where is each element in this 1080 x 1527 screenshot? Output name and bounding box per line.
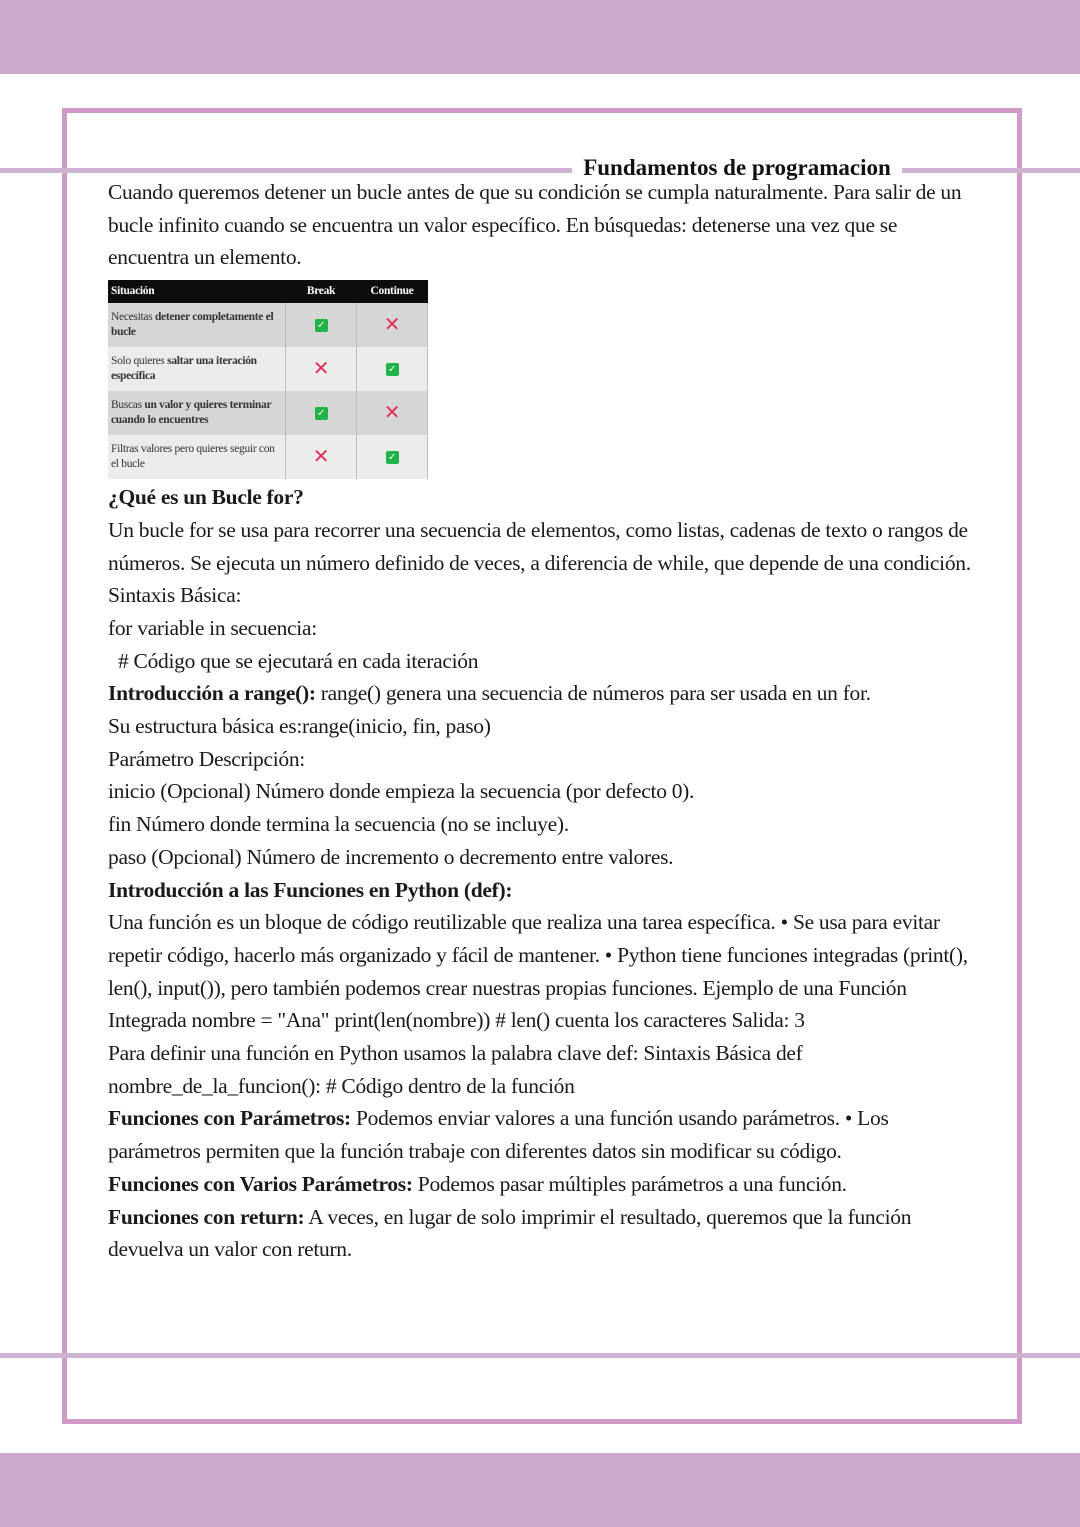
range-structure: Su estructura básica es:range(inicio, fin, paso) [108, 714, 491, 739]
document-body [108, 176, 978, 1266]
break-cell [286, 347, 357, 391]
break-cell [286, 303, 357, 347]
param-inicio: inicio (Opcional) Número donde empieza la secuencia (por defecto 0). [108, 779, 695, 804]
intro-paragraph: Cuando queremos detener un bucle antes de que su condición se cumpla naturalmente. Para salir de un bucle infinito cuando se encuentra un valor específico. En búsquedas: detenerse una vez que se encuentra un elemento. [108, 180, 962, 270]
cross-icon: ✕ [312, 356, 330, 381]
header-rule [0, 168, 1080, 173]
continue-cell [357, 391, 428, 435]
def-paragraph: Para definir una función en Python usamos la palabra clave def: Sintaxis Básica def nombre_de_la_funcion(): # Código dentro de la función [108, 1041, 803, 1098]
situation-cell: Solo quieres saltar una iteración específica [108, 347, 286, 391]
functions-paragraph: Una función es un bloque de código reutilizable que realiza una tarea específica. • Se usa para evitar repetir código, hacerlo más organizado y fácil de mantener. • Python tiene funciones integradas (print(), len(), input()), pero también podemos crear nuestras propias funciones. Ejemplo de una Función Integrada nombre = "Ana" print(len(nombre)) # len() cuenta los caracteres Salida: 3 [108, 910, 968, 1033]
header-break: Break [286, 280, 357, 303]
table-body [108, 303, 428, 479]
cross-icon: ✕ [312, 444, 330, 469]
param-fin: fin Número donde termina la secuencia (no se incluye). [108, 812, 569, 837]
header-situacion: Situación [108, 280, 286, 303]
check-icon: ✓ [315, 407, 328, 420]
continue-cell [357, 347, 428, 391]
situation-cell: Filtras valores pero quieres seguir con el bucle [108, 435, 286, 479]
range-intro: Introducción a range(): range() genera una secuencia de números para ser usada en un for. [108, 681, 871, 706]
table-row [108, 347, 428, 391]
situation-cell: Buscas un valor y quieres terminar cuando lo encuentres [108, 391, 286, 435]
continue-cell [357, 303, 428, 347]
param-paso: paso (Opcional) Número de incremento o decremento entre valores. [108, 844, 674, 869]
params-label: Parámetro Descripción: [108, 746, 305, 771]
syntax-label: Sintaxis Básica: [108, 583, 242, 608]
check-icon: ✓ [386, 363, 399, 376]
situation-cell: Necesitas detener completamente el bucle [108, 303, 286, 347]
table-row [108, 303, 428, 347]
check-icon: ✓ [315, 319, 328, 332]
cross-icon: ✕ [383, 312, 401, 337]
code-line-2: # Código que se ejecutará en cada iteración [118, 648, 479, 673]
break-cell [286, 391, 357, 435]
return-paragraph: Funciones con return: A veces, en lugar de solo imprimir el resultado, queremos que la función devuelva un valor con return. [108, 1204, 912, 1262]
table-row [108, 435, 428, 479]
footer-rule [0, 1353, 1080, 1358]
params-paragraph: Funciones con Parámetros: Podemos enviar valores a una función usando parámetros. • Los parámetros permiten que la función trabaje con diferentes datos sin modificar su código. [108, 1106, 889, 1164]
break-continue-table [108, 280, 428, 479]
comparison-table [108, 280, 428, 479]
code-line-1: for variable in secuencia: [108, 615, 317, 640]
table-header-row [108, 280, 428, 303]
check-icon: ✓ [386, 451, 399, 464]
range-heading: Introducción a range(): [108, 681, 316, 706]
multi-params-paragraph: Funciones con Varios Parámetros: Podemos pasar múltiples parámetros a una función. [108, 1171, 847, 1196]
for-heading: ¿Qué es un Bucle for? [108, 485, 304, 510]
header-continue: Continue [357, 280, 428, 303]
page-title: Fundamentos de programacion [572, 150, 902, 186]
functions-heading: Introducción a las Funciones en Python (def): [108, 877, 513, 902]
break-cell [286, 435, 357, 479]
for-paragraph: Un bucle for se usa para recorrer una secuencia de elementos, como listas, cadenas de texto o rangos de números. Se ejecuta un número definido de veces, a diferencia de while, que depende de una condición. [108, 517, 971, 575]
cross-icon: ✕ [383, 400, 401, 425]
continue-cell [357, 435, 428, 479]
top-decorative-band [0, 0, 1080, 74]
bottom-decorative-band [0, 1453, 1080, 1527]
table-row [108, 391, 428, 435]
